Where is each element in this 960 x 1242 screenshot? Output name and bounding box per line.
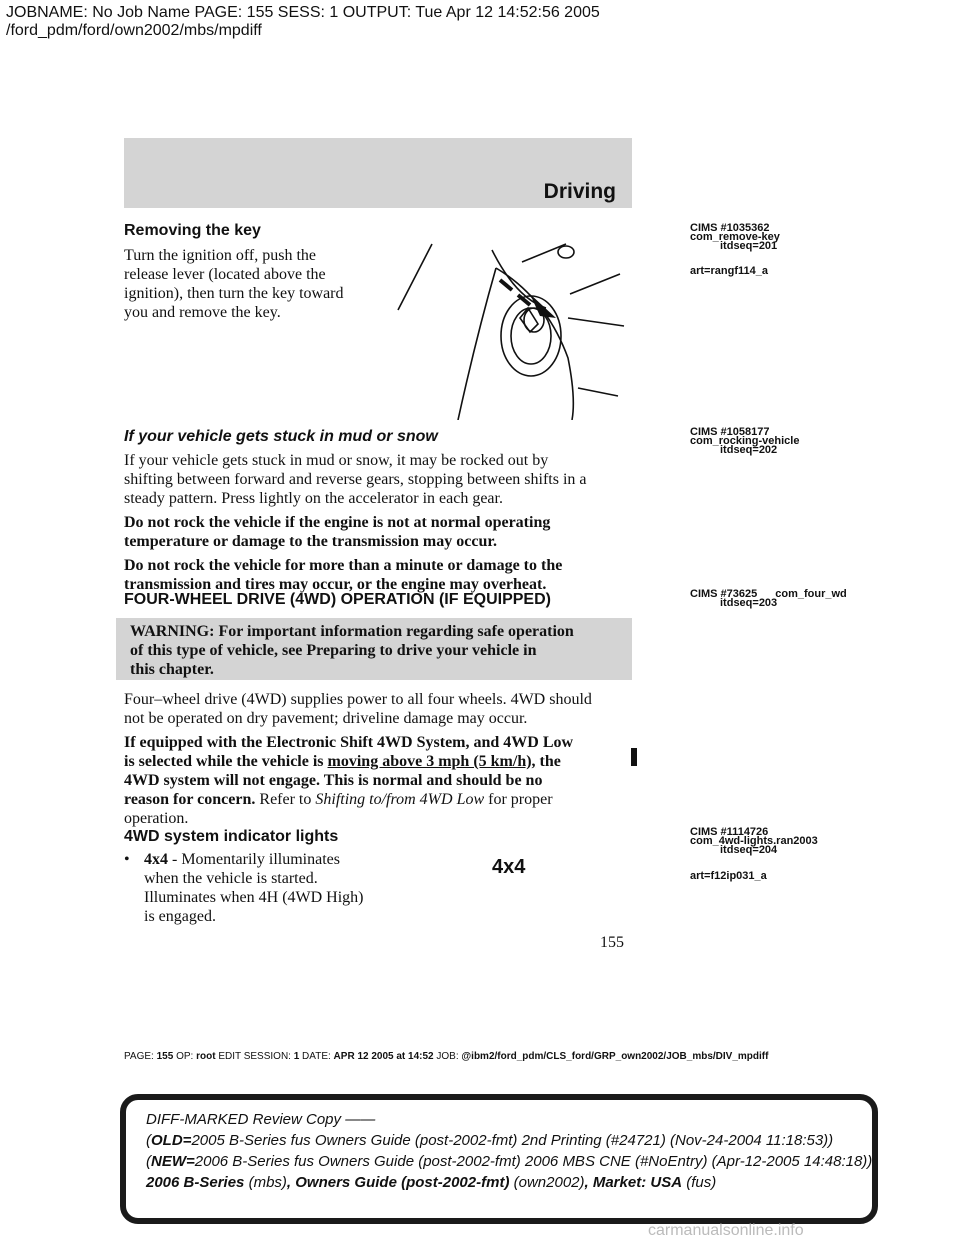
watermark: carmanualsonline.info xyxy=(648,1222,804,1239)
indicator-heading: 4WD system indicator lights xyxy=(124,828,339,845)
job-header-line: JOBNAME: No Job Name PAGE: 155 SESS: 1 OUTPUT: Tue Apr 12 14:52:56 2005 xyxy=(6,4,600,21)
removing-key-heading: Removing the key xyxy=(124,222,261,239)
art-ref-remove-key: art=rangf114_a xyxy=(690,265,768,277)
job-path-line: /ford_pdm/ford/own2002/mbs/mpdiff xyxy=(6,22,262,39)
diff-review-text: DIFF-MARKED Review Copy —— (OLD=2005 B-Series fus Owners Guide (post-2002-fmt) 2nd Printing (#24721) (Nov-24-2004 11:18:53)) (NEW=2006 B-Series fus Owners Guide (post-2002-fmt) 2006 MBS CNE (#NoEntry) (Apr-12-2005 14:48:18)) 2006 B-Series (mbs), Owners Guide (post-2002-fmt) (own2002), Market: USA (fus) xyxy=(146,1111,873,1191)
page-number: 155 xyxy=(600,934,624,951)
4x4-indicator-symbol: 4x4 xyxy=(492,856,526,878)
bullet: • xyxy=(124,851,130,868)
cims-note-remove-key: CIMS #1035362 com_remove-key itdseq=201 xyxy=(690,222,780,252)
ignition-key-illustration xyxy=(396,238,628,420)
change-bar xyxy=(631,748,637,766)
fourwd-heading: FOUR-WHEEL DRIVE (4WD) OPERATION (IF EQUIPPED) xyxy=(124,591,551,608)
cims-note-rocking: CIMS #1058177 com_rocking-vehicle itdseq=202 xyxy=(690,426,800,456)
stuck-heading: If your vehicle gets stuck in mud or snow xyxy=(124,428,438,445)
art-ref-4wd-lights: art=f12ip031_a xyxy=(690,870,767,882)
changed-text-marker: moving above 3 mph (5 km/h), xyxy=(327,753,536,770)
cims-note-4wd-lights: CIMS #1114726 com_4wd-lights.ran2003 itdseq=204 xyxy=(690,826,818,856)
fourwd-text: Four–wheel drive (4WD) supplies power to all four wheels. 4WD should not be operated on dry pavement; driveline damage may occur. If equipped with the Electronic Shift 4WD System, and 4WD Low is selected while the vehicle is moving above 3 mph (5 km/h), the 4WD system will not engage. This is normal and should be no reason for concern. Refer to Shifting to/from 4WD Low for proper operation. xyxy=(124,691,592,827)
cims-note-four-wd: CIMS #73625 com_four_wd itdseq=203 xyxy=(690,588,847,609)
shifting-4wd-low-reference: Shifting to/from 4WD Low xyxy=(315,791,485,808)
job-footer: PAGE: 155 OP: root EDIT SESSION: 1 DATE: APR 12 2005 at 14:52 JOB: @ibm2/ford_pdm/CLS_ford/GRP_own2002/JOB_mbs/DIV_mpdiff xyxy=(124,1051,769,1062)
warning-text: WARNING: For important information regarding safe operation of this type of vehicle, see Preparing to drive your vehicle in this chapter. xyxy=(130,623,574,678)
stuck-text: If your vehicle gets stuck in mud or snow, it may be rocked out by shifting between forward and reverse gears, stopping between shifts in a steady pattern. Press lightly on the accelerator in each gear. Do not rock the vehicle if the engine is not at normal operating temperature or damage to the transmission may occur. Do not rock the vehicle for more than a minute or damage to the transmission and tires may occur, or the engine may overheat. xyxy=(124,452,587,593)
indicator-bullet-item: • 4x4 - Momentarily illuminates when the vehicle is started. Illuminates when 4H (4WD High) is engaged. xyxy=(124,851,364,925)
removing-key-text: Turn the ignition off, push the release lever (located above the ignition), then turn the key toward you and remove the key. xyxy=(124,247,344,321)
section-title: Driving xyxy=(543,180,616,203)
